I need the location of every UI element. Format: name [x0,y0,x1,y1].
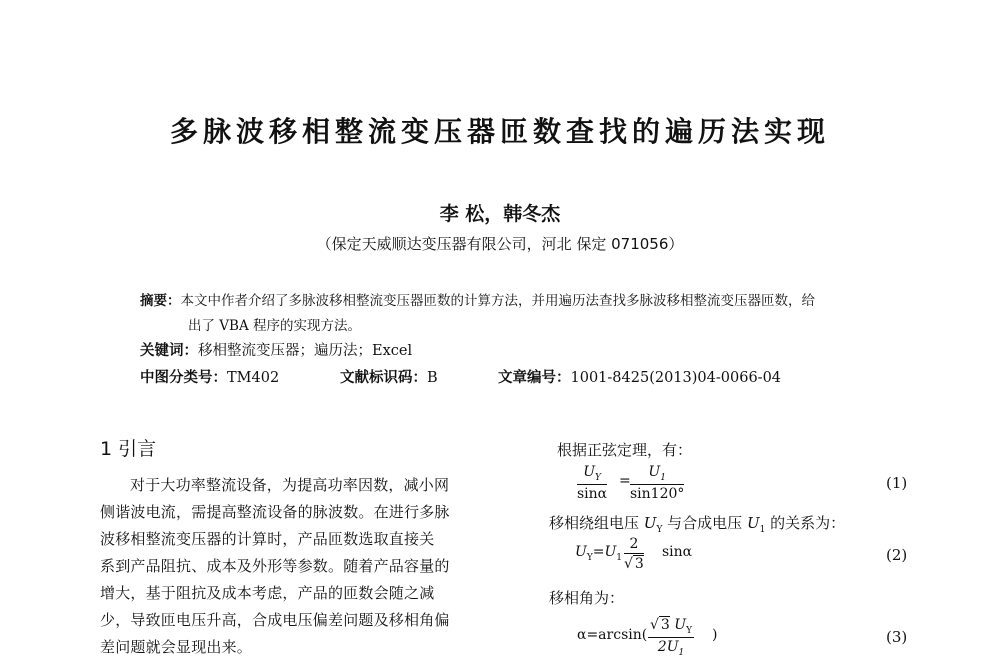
body-line: 增大，基于阻抗及成本考虑，产品的匝数会随之减 [100,584,435,602]
paper-affiliation: （保定天威顺达变压器有限公司，河北 保定 071056） [316,235,684,253]
eq3-tail: ) [712,627,718,643]
eq3-number: (3) [886,628,908,646]
relation-intro: 移相绕组电压 $U_Y$ 与合成电压 $U_1$ 的关系为： [549,514,846,535]
eq1-equals: = [619,473,631,489]
eq2-denominator: √ 3 [624,556,644,572]
body-line: 波移相整流变压器的计算时，产品匝数选取直接关 [100,530,435,548]
eq3-fraction [648,616,694,658]
article-number-label: 文章编号： [498,370,571,386]
eq2-numerator: 2 [624,536,644,554]
clc-label: 中图分类号： [140,370,227,386]
article-number-value: 1001-8425(2013)04-0066-04 [570,370,782,386]
sine-law-intro: 根据正弦定理，有： [557,441,693,459]
doc-code-line [340,366,438,387]
eq1-rhs-denominator: sin120° [630,485,685,502]
body-line: 少，导致匝电压升高，合成电压偏差问题及移相角偏 [100,611,450,629]
doc-code-label: 文献标识码： [340,370,427,386]
abstract-text-1: 本文中作者介绍了多脉波移相整流变压器匝数的计算方法，并用遍历法查找多脉波移相整流变压器匝数，给 [180,293,815,309]
eq1-number: (1) [886,474,908,492]
eq1-rhs-fraction [630,464,684,502]
body-line: 侧谐波电流，需提高整流设备的脉波数。在进行多脉 [100,503,450,521]
abstract-text-2: 出了 VBA 程序的实现方法。 [188,318,362,334]
clc-line [140,366,279,387]
eq3-denominator: $2U_1$ [657,638,685,658]
keywords-value: 移相整流变压器；遍历法；Excel [198,343,413,359]
eq1-lhs-denominator: sinα [577,485,608,502]
paper-title: 多脉波移相整流变压器匝数查找的遍历法实现 [169,115,830,148]
keywords-line [140,339,412,360]
eq3-numerator: √ 3 $U_Y$ [650,617,693,636]
abstract-line-1 [140,289,815,309]
body-line: 差问题就会显现出来。 [100,638,253,656]
paper-authors: 李 松，韩冬杰 [439,203,561,225]
article-number-line [498,366,781,387]
eq2-number: (2) [886,546,908,564]
abstract-label: 摘要： [140,293,181,309]
doc-code-value: B [427,370,438,386]
eq1-lhs-numerator: $U_Y$ [577,464,607,485]
eq2-tail: sinα [662,544,693,560]
body-line: 系到产品阻抗、成本及外形等参数。随着产品容量的 [100,557,450,575]
body-line: 对于大功率整流设备，为提高功率因数，减小网 [130,476,450,494]
phase-angle-intro: 移相角为： [549,589,625,607]
eq1-lhs-fraction [577,464,607,502]
keywords-label: 关键词： [140,343,198,359]
eq3-lhs: α=arcsin( [577,627,648,643]
section-heading-intro: 1 引言 [100,438,157,460]
eq2-lhs: $U_Y=U_1$ [575,544,623,563]
clc-value: TM402 [227,370,280,386]
eq1-rhs-numerator: $U_1$ [630,464,684,485]
eq2-fraction [624,536,644,572]
